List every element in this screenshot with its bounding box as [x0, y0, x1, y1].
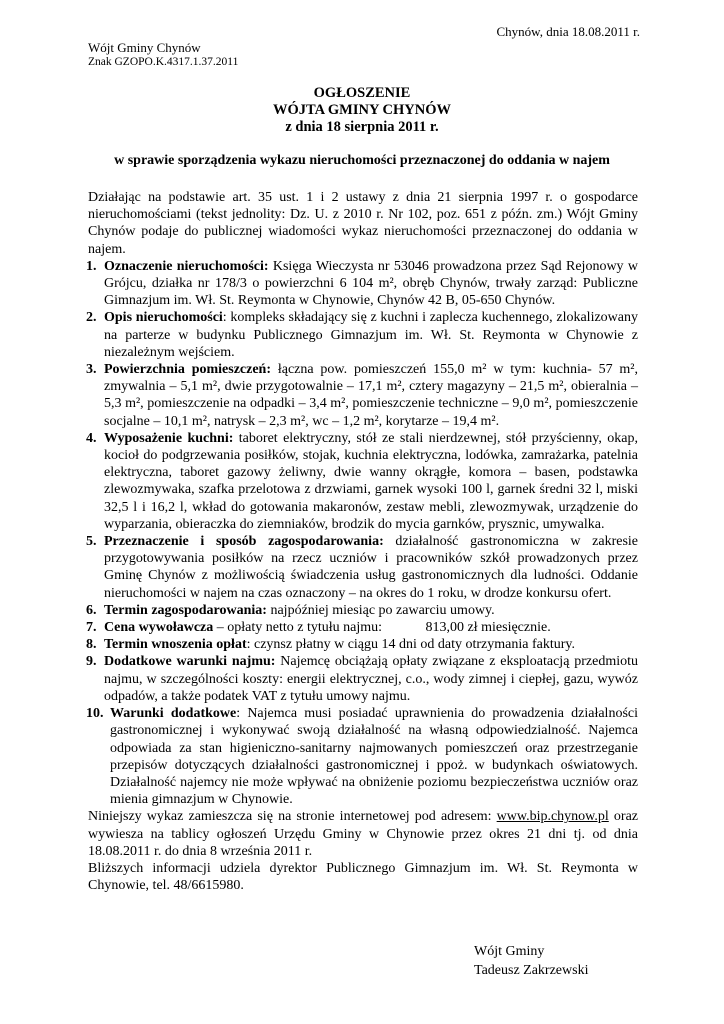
list-item: 8. Termin wnoszenia opłat: czynsz płatny w ciągu 14 dni od daty otrzymania faktury.	[86, 637, 575, 653]
title-line-3: z dnia 18 sierpnia 2011 r.	[285, 119, 439, 135]
intro-paragraph: Działając na podstawie art. 35 ust. 1 i 2 ustawy z dnia 21 sierpnia 1997 r. o gospodarce nieruchomościami (tekst jednolity: Dz. U. z 2010 r. Nr 102, poz. 651 z późn. zm.) Wójt Gminy Chynów podaje do publicznej wiadomości wykaz nieruchomości przeznaczonej do oddania w najem.	[88, 190, 638, 257]
place-date: Chynów, dnia 18.08.2011 r.	[496, 24, 640, 39]
subject-line: w sprawie sporządzenia wykazu nieruchomości przeznaczonej do oddania w najem	[114, 153, 610, 168]
list-item: 7. Cena wywoławcza – opłaty netto z tytułu najmu: 813,00 zł miesięcznie.	[86, 620, 551, 636]
price-amount: 813,00 zł miesięcznie.	[425, 620, 551, 636]
items-list	[88, 258, 638, 809]
reference-number: Znak GZOPO.K.4317.1.37.2011	[88, 56, 239, 68]
title-line-2: WÓJTA GMINY CHYNÓW	[272, 102, 452, 118]
list-item: 5. Przeznaczenie i sposób zagospodarowania: działalność gastronomiczna w zakresie przygotowywania posiłków na rzecz uczniów i pracowników szkół prowadzonych przez Gminę Chynów z możliwością świadczenia usług gastronomicznych dla ludności. Oddanie nieruchomości w najem na czas oznaczony – na okres do 1 roku, w drodze konkursu ofert.	[86, 534, 639, 601]
signature-block	[474, 942, 588, 980]
list-item: 10. Warunki dodatkowe: Najemca musi posiadać uprawnienia do prowadzenia działalności gastronomicznej i wykonywać swoją działalność na własną odpowiedzialność. Najemca odpowiada za stan higieniczno-sanitarny najmowanych pomieszczeń oraz przestrzeganie przepisów dotyczących działalności gastronomicznej i ppoż. w budynkach oświatowych. Działalność najemcy nie może wpływać na obniżenie poziomu bezpieczeństwa uczniów oraz mienia gimnazjum w Chynowie.	[86, 706, 638, 808]
document-body	[88, 189, 638, 894]
signature-title: Wójt Gminy	[474, 944, 545, 959]
list-item: 2. Opis nieruchomości: kompleks składający się z kuchni i zaplecza kuchennego, zlokalizowany na parterze w budynku Publicznego Gimnazjum im. Wł. St. Reymonta w Chynowie z niezależnym wejściem.	[86, 310, 638, 360]
bip-link[interactable]: www.bip.chynow.pl	[496, 809, 609, 825]
list-item: 9. Dodatkowe warunki najmu: Najemcę obciążają opłaty związane z eksploatacją przedmiotu najmu, w szczególności koszty: energii elektrycznej, c.o., wody zimnej i ciepłej, gazu, wywóz odpadów, a także podatek VAT z tytułu umowy najmu.	[86, 654, 638, 704]
list-item: 1. Oznaczenie nieruchomości: Księga Wieczysta nr 53046 prowadzona przez Sąd Rejonowy w Grójcu, działka nr 178/3 o powierzchni 6 104 m², obręb Chynów, trwały zarząd: Publiczne Gimnazjum im. Wł. St. Reymonta w Chynowie, Chynów 42 B, 05-650 Chynów.	[86, 258, 639, 309]
contact-paragraph: Bliższych informacji udziela dyrektor Publicznego Gimnazjum im. Wł. St. Reymonta w Chynowie, tel. 48/6615980.	[88, 860, 638, 894]
publication-paragraph: Niniejszy wykaz zamieszcza się na stronie internetowej pod adresem: www.bip.chynow.pl oraz wywiesza na tablicy ogłoszeń Urzędu Gminy w Chynowie przez okres 21 dni tj. od dnia 18.08.2011 r. do dnia 8 września 2011 r.	[88, 809, 639, 859]
issuing-authority: Wójt Gminy Chynów	[88, 40, 201, 55]
list-item: 3. Powierzchnia pomieszczeń: łączna pow. pomieszczeń 155,0 m² w tym: kuchnia- 57 m², zmywalnia – 5,1 m², dwie przygotowalnie – 17,1 m², cztery magazyny – 21,5 m², obieralnia – 5,3 m², pomieszczenie na odpadki – 3,4 m², pomieszczenie techniczne – 9,0 m², pomieszczenie socjalne – 10,1 m², natrysk – 2,3 m², wc – 1,2 m², korytarze – 19,4 m².	[86, 362, 639, 429]
list-item: 4. Wyposażenie kuchni: taboret elektryczny, stół ze stali nierdzewnej, stół przyścienny, okap, kocioł do podgrzewania posiłków, stojak, kuchnia elektryczna, lodówka, zamrażarka, patelnia elektryczna, taboret gazowy żeliwny, dwie wanny okrągłe, komora – basen, podstawka zlewozmywaka, szafka przelotowa z drzwiami, garnek wysoki 100 l, garnek średni 32 l, miski 32,5 l i 16,2 l, wkład do gotowania makaronów, zestaw mebli, zlewozmywak, urządzenie do wyparzania, obieraczka do ziemniaków, brodzik do mycia garnków, prysznic, umywalka.	[86, 430, 638, 532]
title-line-1: OGŁOSZENIE	[313, 85, 411, 101]
list-item: 6. Termin zagospodarowania: najpóźniej miesiąc po zawarciu umowy.	[86, 602, 495, 618]
signature-name: Tadeusz Zakrzewski	[474, 963, 589, 978]
